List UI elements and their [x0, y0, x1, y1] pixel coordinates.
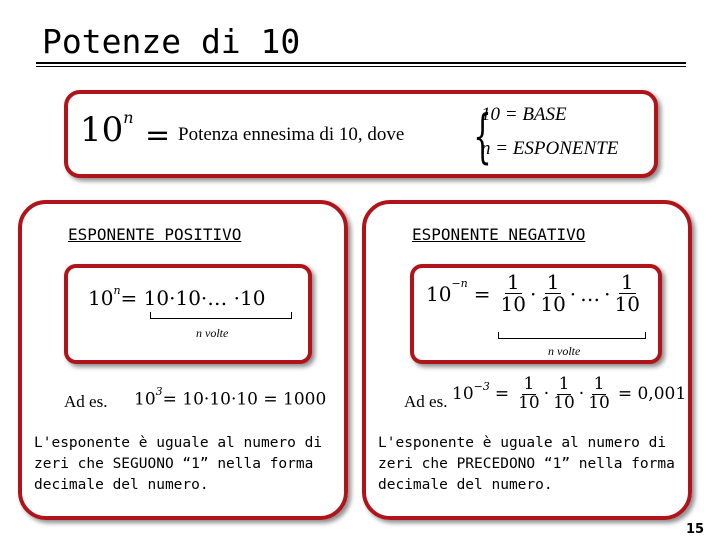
negative-example-dot-1: ·: [543, 384, 550, 405]
negative-fraction-3: [613, 272, 642, 315]
definition-exponent-line: n = ESPONENTE: [481, 138, 619, 159]
definition-text: Potenza ennesima di 10, dove: [178, 124, 405, 145]
positive-underbrace-label: n volte: [196, 326, 229, 340]
negative-example-fraction-3: [586, 376, 612, 413]
positive-example-label: Ad es.: [64, 392, 108, 411]
page-number: 15: [686, 522, 705, 537]
negative-example-label: Ad es.: [404, 392, 448, 411]
fraction-numerator: 1: [593, 374, 605, 394]
negative-example-result: = 0,001: [617, 384, 687, 405]
negative-formula-lhs-base: 10: [426, 281, 452, 306]
fraction-numerator: 1: [546, 270, 560, 294]
negative-example-fraction-2: [551, 376, 577, 413]
definition-equals: =: [145, 118, 171, 153]
title-underline: [36, 62, 686, 64]
positive-example-rhs: = 10·10·10 = 1000: [162, 389, 327, 410]
definition-power-base: 10: [80, 110, 124, 150]
definition-power: [80, 107, 134, 150]
fraction-numerator: 1: [558, 374, 570, 394]
negative-formula: [426, 272, 644, 315]
positive-example: [134, 385, 327, 410]
slide-title: Potenze di 10: [42, 22, 301, 61]
negative-description: L'esponente è uguale al numero di zeri che PRECEDONO “1” nella forma decimale del numero.: [378, 435, 675, 493]
positive-underbrace: [150, 312, 292, 319]
negative-ellipsis: …: [580, 281, 601, 306]
positive-formula-lhs-base: 10: [88, 286, 114, 310]
positive-example-exp: 3: [155, 385, 163, 398]
positive-formula-lhs-exp: n: [113, 284, 121, 298]
negative-heading: ESPONENTE NEGATIVO: [412, 225, 586, 244]
negative-example-fraction-1: [516, 376, 542, 413]
negative-formula-lhs-exp: −n: [451, 277, 468, 290]
fraction-denominator: 10: [614, 292, 640, 316]
negative-example-dot-2: ·: [578, 384, 585, 405]
fraction-numerator: 1: [523, 374, 535, 394]
negative-example-exp: −3: [473, 379, 490, 393]
positive-formula: [88, 286, 265, 310]
title-underline-secondary: [36, 66, 686, 67]
fraction-denominator: 10: [500, 292, 526, 316]
negative-formula-equals: =: [473, 281, 491, 306]
negative-underbrace-label: n volte: [548, 344, 581, 358]
negative-dot-1: ·: [529, 281, 537, 306]
negative-example: [452, 376, 686, 413]
negative-example-base: 10: [452, 384, 474, 405]
negative-example-equals: =: [494, 384, 510, 405]
negative-underbrace: [498, 332, 646, 339]
fraction-denominator: 10: [518, 392, 540, 413]
positive-heading: ESPONENTE POSITIVO: [68, 225, 242, 244]
fraction-numerator: 1: [506, 270, 520, 294]
fraction-denominator: 10: [553, 392, 575, 413]
definition-base-line: 10 = BASE: [481, 104, 567, 125]
negative-fraction-2: [538, 272, 567, 315]
negative-dot-2: ·: [569, 281, 577, 306]
negative-dot-3: ·: [604, 281, 611, 306]
negative-fraction-1: [499, 272, 528, 315]
brace-icon: {: [473, 102, 492, 170]
definition-power-exp: n: [123, 107, 134, 127]
fraction-denominator: 10: [588, 392, 610, 413]
positive-description: L'esponente è uguale al numero di zeri che SEGUONO “1” nella forma decimale del numero.: [34, 435, 323, 493]
positive-formula-rhs: = 10·10·… ·10: [120, 286, 266, 310]
fraction-numerator: 1: [620, 270, 634, 294]
fraction-denominator: 10: [540, 292, 566, 316]
positive-example-base: 10: [134, 389, 156, 410]
